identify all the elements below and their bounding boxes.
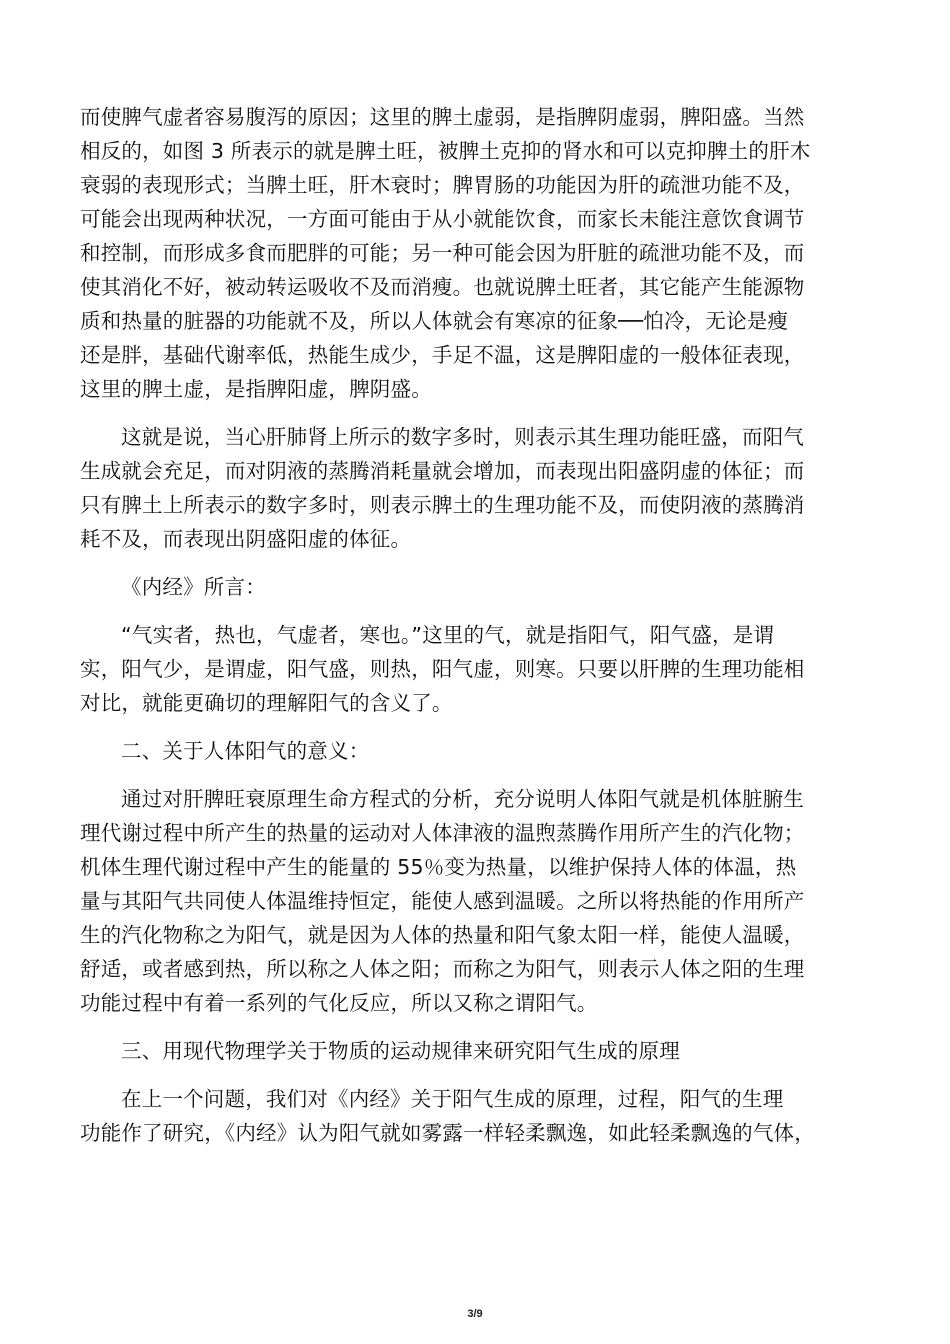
text-line: 对比，就能更确切的理解阳气的含义了。 bbox=[80, 691, 453, 715]
text-line: 理代谢过程中所产生的热量的运动对人体津液的温煦蒸腾作用所产生的汽化物； bbox=[80, 821, 805, 845]
paragraph-spacing bbox=[80, 604, 870, 618]
paragraph bbox=[80, 570, 870, 604]
paragraph bbox=[80, 100, 870, 406]
text-line: 三、用现代物理学关于物质的运动规律来研究阳气生成的原理 bbox=[121, 1039, 680, 1063]
text-line: 可能会出现两种状况，一方面可能由于从小就能饮食，而家长未能注意饮食调节 bbox=[80, 207, 805, 231]
text-line: 质和热量的脏器的功能就不及，所以人体就会有寒凉的征象──怕冷，无论是瘦 bbox=[80, 309, 789, 333]
text-line: 生的汽化物称之为阳气，就是因为人体的热量和阳气象太阳一样，能使人温暖， bbox=[80, 923, 805, 947]
text-line: 衰弱的表现形式；当脾土旺，肝木衰时；脾胃肠的功能因为肝的疏泄功能不及， bbox=[80, 173, 805, 197]
paragraph-spacing bbox=[80, 556, 870, 570]
text-line: 实，阳气少，是谓虚，阳气盛，则热，阳气虚，则寒。只要以肝脾的生理功能相 bbox=[80, 657, 805, 681]
paragraph bbox=[80, 1034, 870, 1068]
text-line: 机体生理代谢过程中产生的能量的 55％变为热量，以维护保持人体的体温，热 bbox=[80, 855, 797, 879]
text-line: 功能过程中有着一系列的气化反应，所以又称之谓阳气。 bbox=[80, 991, 598, 1015]
text-line: 二、关于人体阳气的意义： bbox=[121, 739, 370, 763]
document-body bbox=[80, 100, 870, 1150]
text-line: 使其消化不好，被动转运吸收不及而消瘦。也就说脾土旺者，其它能产生能源物 bbox=[80, 275, 805, 299]
page-number: 3/9 bbox=[467, 1308, 483, 1320]
paragraph-spacing bbox=[80, 720, 870, 734]
text-line: 这就是说，当心肝肺肾上所示的数字多时，则表示其生理功能旺盛，而阳气 bbox=[121, 425, 805, 449]
text-line: 只有脾土上所表示的数字多时，则表示脾土的生理功能不及，而使阴液的蒸腾消 bbox=[80, 493, 805, 517]
paragraph-spacing bbox=[80, 406, 870, 420]
text-line: 还是胖，基础代谢率低，热能生成少，手足不温，这是脾阳虚的一般体征表现， bbox=[80, 343, 805, 367]
text-line: 舒适，或者感到热，所以称之人体之阳；而称之为阳气，则表示人体之阳的生理 bbox=[80, 957, 805, 981]
paragraph bbox=[80, 618, 870, 720]
paragraph bbox=[80, 782, 870, 1020]
text-line: 而使脾气虚者容易腹泻的原因；这里的脾土虚弱，是指脾阴虚弱，脾阳盛。当然 bbox=[80, 105, 805, 129]
text-line: 《内经》所言： bbox=[121, 575, 266, 599]
text-line: “气实者，热也，气虚者，寒也。”这里的气，就是指阳气，阳气盛，是谓 bbox=[121, 623, 775, 647]
text-line: 功能作了研究，《内经》认为阳气就如雾露一样轻柔飘逸，如此轻柔飘逸的气体， bbox=[80, 1121, 815, 1145]
text-line: 耗不及，而表现出阴盛阳虚的体征。 bbox=[80, 527, 412, 551]
paragraph-spacing bbox=[80, 1068, 870, 1082]
text-line: 生成就会充足，而对阴液的蒸腾消耗量就会增加，而表现出阳盛阴虚的体征；而 bbox=[80, 459, 805, 483]
text-line: 量与其阳气共同使人体温维持恒定，能使人感到温暖。之所以将热能的作用所产 bbox=[80, 889, 805, 913]
paragraph bbox=[80, 734, 870, 768]
paragraph-spacing bbox=[80, 768, 870, 782]
text-line: 相反的，如图 3 所表示的就是脾土旺，被脾土克抑的肾水和可以克抑脾土的肝木 bbox=[80, 139, 811, 163]
paragraph-spacing bbox=[80, 1020, 870, 1034]
text-line: 和控制，而形成多食而肥胖的可能；另一种可能会因为肝脏的疏泄功能不及，而 bbox=[80, 241, 805, 265]
text-line: 在上一个问题，我们对《内经》关于阳气生成的原理，过程，阳气的生理 bbox=[121, 1087, 784, 1111]
text-line: 通过对肝脾旺衰原理生命方程式的分析，充分说明人体阳气就是机体脏腑生 bbox=[121, 787, 805, 811]
paragraph bbox=[80, 1082, 870, 1150]
paragraph bbox=[80, 420, 870, 556]
text-line: 这里的脾土虚，是指脾阳虚，脾阴盛。 bbox=[80, 377, 432, 401]
